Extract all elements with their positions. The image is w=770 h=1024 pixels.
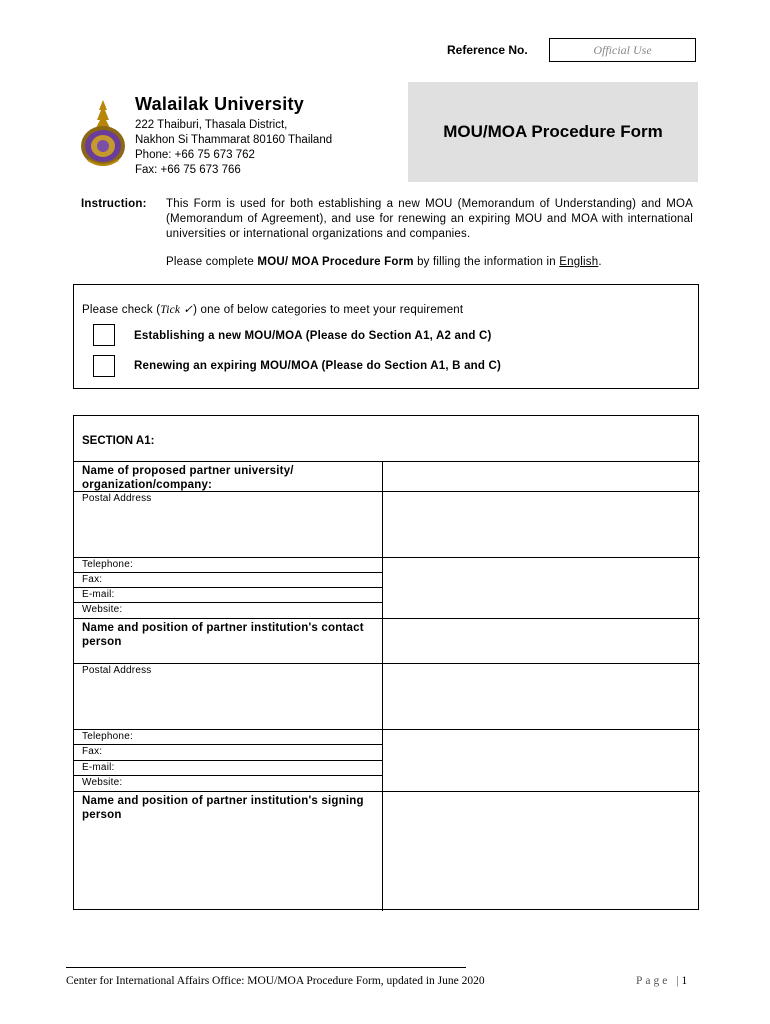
instruction-text: This Form is used for both establishing a new MOU (Memorandum of Understanding) and MOA (Memorandum of Agreement), and use for renewing an expiring MOU and MOA with international universities or international organizations and companies. — [166, 198, 693, 240]
instruction-label: Instruction: — [81, 198, 147, 210]
postal-address-label: Postal Address — [82, 493, 152, 504]
intro-suffix: ) one of below categories to meet your requirement — [193, 304, 464, 316]
complete-mid: by filling the information in — [413, 256, 560, 268]
email-label: E-mail: — [82, 589, 115, 600]
university-name: Walailak University — [135, 94, 305, 114]
section-a1-table — [73, 415, 699, 910]
category-intro — [82, 302, 463, 316]
email-label-2: E-mail: — [82, 762, 115, 773]
footer-divider — [66, 967, 466, 968]
row-divider — [74, 744, 382, 745]
complete-prefix: Please complete — [166, 256, 258, 268]
university-logo-icon — [78, 98, 128, 168]
section-a1-title: SECTION A1: — [82, 435, 155, 447]
establish-option-label: Establishing a new MOU/MOA (Please do Section A1, A2 and C) — [134, 330, 492, 342]
row-divider — [74, 791, 700, 792]
renew-checkbox[interactable] — [93, 355, 115, 377]
category-selection-box — [73, 284, 699, 389]
page-number: Page |1 — [636, 975, 688, 987]
establish-checkbox[interactable] — [93, 324, 115, 346]
complete-suffix: . — [598, 256, 602, 268]
form-title-box — [408, 82, 698, 182]
signing-person-label: Name and position of partner institution's signing person — [82, 795, 364, 821]
fax-line: Fax: +66 75 673 766 — [135, 164, 241, 176]
complete-bold: MOU/ MOA Procedure Form — [257, 256, 414, 268]
reference-label: Reference No. — [447, 43, 528, 57]
row-divider — [74, 729, 700, 730]
telephone-label-2: Telephone: — [82, 731, 133, 742]
row-divider — [74, 461, 700, 462]
page-label: Page — [636, 975, 671, 987]
contact-person-label: Name and position of partner institution's contact person — [82, 622, 364, 648]
telephone-label: Telephone: — [82, 559, 133, 570]
reference-number-field[interactable]: Official Use — [549, 38, 696, 62]
row-divider — [74, 587, 382, 588]
intro-tick: Tick ✓ — [160, 304, 194, 316]
complete-note — [166, 256, 602, 268]
page-number-value: 1 — [681, 975, 688, 987]
website-label: Website: — [82, 604, 123, 615]
address-line-2: Nakhon Si Thammarat 80160 Thailand — [135, 134, 333, 146]
form-title: MOU/MOA Procedure Form — [443, 122, 663, 141]
complete-link: English — [559, 256, 599, 268]
website-label-2: Website: — [82, 777, 123, 788]
footer-text: Center for International Affairs Office: MOU/MOA Procedure Form, updated in June 2020 — [66, 975, 485, 987]
row-divider — [74, 572, 382, 573]
postal-address-label-2: Postal Address — [82, 665, 152, 676]
fax-label: Fax: — [82, 574, 103, 585]
row-divider — [74, 491, 700, 492]
intro-prefix: Please check ( — [82, 304, 161, 316]
row-divider — [74, 618, 700, 619]
row-divider — [74, 557, 700, 558]
row-divider — [74, 775, 382, 776]
row-divider — [74, 663, 700, 664]
renew-option-label: Renewing an expiring MOU/MOA (Please do Section A1, B and C) — [134, 360, 502, 372]
university-address — [135, 118, 332, 178]
column-divider — [382, 461, 383, 911]
partner-name-label: Name of proposed partner university/ organization/company: — [82, 465, 294, 491]
instruction-block — [81, 197, 693, 240]
fax-label-2: Fax: — [82, 746, 103, 757]
row-divider — [74, 602, 382, 603]
address-line-1: 222 Thaiburi, Thasala District, — [135, 119, 288, 131]
phone-line: Phone: +66 75 673 762 — [135, 149, 255, 161]
row-divider — [74, 760, 382, 761]
